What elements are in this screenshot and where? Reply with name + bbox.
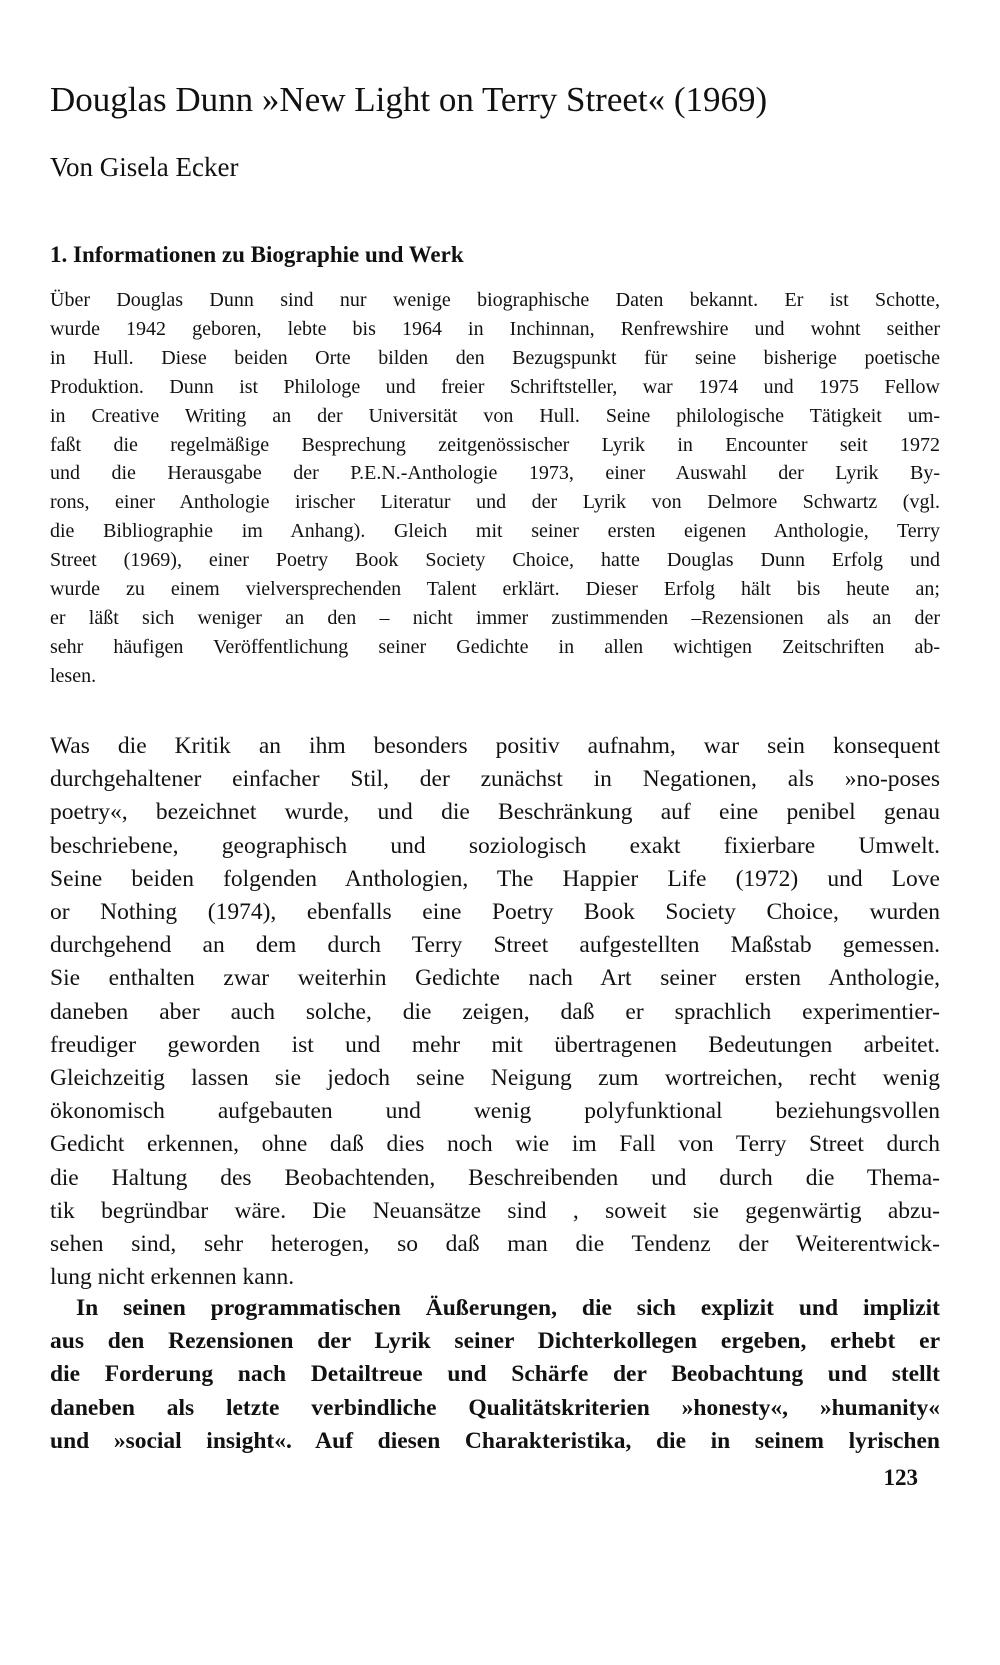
text-line: daneben als letzte verbindliche Qualitätskriterien »honesty«, »humanity« bbox=[50, 1394, 940, 1421]
text-line: poetry«, bezeichnet wurde, und die Beschränkung auf eine penibel genau bbox=[50, 799, 940, 826]
text-line: sehen sind, sehr heterogen, so daß man die Tendenz der Weiterentwick- bbox=[50, 1231, 940, 1258]
text-line: Street (1969), einer Poetry Book Society Choice, hatte Douglas Dunn Erfolg und bbox=[50, 549, 940, 572]
article-author: Von Gisela Ecker bbox=[50, 152, 239, 182]
text-line: die Bibliographie im Anhang). Gleich mit seiner ersten eigenen Anthologie, Terry bbox=[50, 520, 940, 543]
text-line: und »social insight«. Auf diesen Charakteristika, die in seinem lyrischen bbox=[50, 1427, 940, 1454]
text-line: wurde zu einem vielversprechenden Talent erklärt. Dieser Erfolg hält bis heute an; bbox=[50, 578, 940, 601]
article-title: Douglas Dunn »New Light on Terry Street« (1969) bbox=[50, 80, 768, 119]
text-line: in Creative Writing an der Universität von Hull. Seine philologische Tätigkeit um- bbox=[50, 404, 940, 427]
text-line: durchgehend an dem durch Terry Street aufgestellten Maßstab gemessen. bbox=[50, 932, 940, 959]
text-line: Produktion. Dunn ist Philologe und freier Schriftsteller, war 1974 und 1975 Fellow bbox=[50, 375, 940, 398]
text-line: die Forderung nach Detailtreue und Schärfe der Beobachtung und stellt bbox=[50, 1361, 940, 1388]
text-line: in Hull. Diese beiden Orte bilden den Bezugspunkt für seine bisherige poetische bbox=[50, 346, 940, 369]
text-line: sehr häufigen Veröffentlichung seiner Gedichte in allen wichtigen Zeitschriften ab- bbox=[50, 635, 940, 658]
text-line: rons, einer Anthologie irischer Literatur und der Lyrik von Delmore Schwartz (vgl. bbox=[50, 491, 940, 514]
text-line: Was die Kritik an ihm besonders positiv aufnahm, war sein konsequent bbox=[50, 733, 940, 759]
text-line: und die Herausgabe der P.E.N.-Anthologie 1973, einer Auswahl der Lyrik By- bbox=[50, 462, 940, 485]
text-line: lesen. bbox=[50, 664, 97, 687]
text-line: ökonomisch aufgebauten und wenig polyfunktional beziehungsvollen bbox=[50, 1098, 940, 1125]
paragraph-biography bbox=[50, 286, 940, 691]
text-line: or Nothing (1974), ebenfalls eine Poetry Book Society Choice, wurden bbox=[50, 899, 940, 926]
text-line: daneben aber auch solche, die zeigen, daß er sprachlich experimentier- bbox=[50, 998, 940, 1025]
text-line: aus den Rezensionen der Lyrik seiner Dichterkollegen ergeben, erhebt er bbox=[50, 1328, 940, 1355]
text-line: Über Douglas Dunn sind nur wenige biographische Daten bekannt. Er ist Schotte, bbox=[50, 289, 940, 311]
text-line: Gleichzeitig lassen sie jedoch seine Neigung zum wortreichen, recht wenig bbox=[50, 1065, 940, 1092]
paragraph-criticism bbox=[50, 730, 940, 1294]
text-line: Sie enthalten zwar weiterhin Gedichte nach Art seiner ersten Anthologie, bbox=[50, 965, 940, 992]
text-line: wurde 1942 geboren, lebte bis 1964 in Inchinnan, Renfrewshire und wohnt seither bbox=[50, 317, 940, 340]
section-heading: 1. Informationen zu Biographie und Werk bbox=[50, 242, 464, 267]
text-line: tik begründbar wäre. Die Neuansätze sind , soweit sie gegenwärtig abzu- bbox=[50, 1197, 940, 1224]
paragraph-programmatic bbox=[50, 1292, 940, 1458]
text-line: die Haltung des Beobachtenden, Beschreibenden und durch die Thema- bbox=[50, 1164, 940, 1191]
text-line: In seinen programmatischen Äußerungen, die sich explizit und implizit bbox=[76, 1295, 940, 1321]
text-line: Gedicht erkennen, ohne daß dies noch wie im Fall von Terry Street durch bbox=[50, 1131, 940, 1158]
text-line: Seine beiden folgenden Anthologien, The Happier Life (1972) und Love bbox=[50, 865, 940, 892]
text-line: lung nicht erkennen kann. bbox=[50, 1264, 295, 1291]
text-line: faßt die regelmäßige Besprechung zeitgenössischer Lyrik in Encounter seit 1972 bbox=[50, 433, 940, 456]
text-line: durchgehaltener einfacher Stil, der zunächst in Negationen, als »no-poses bbox=[50, 766, 940, 793]
text-line: freudiger geworden ist und mehr mit übertragenen Bedeutungen arbeitet. bbox=[50, 1031, 940, 1058]
text-line: beschriebene, geographisch und soziologisch exakt fixierbare Umwelt. bbox=[50, 832, 940, 859]
text-line: er läßt sich weniger an den – nicht immer zustimmenden –Rezensionen als an der bbox=[50, 606, 940, 629]
page-number: 123 bbox=[883, 1465, 918, 1490]
